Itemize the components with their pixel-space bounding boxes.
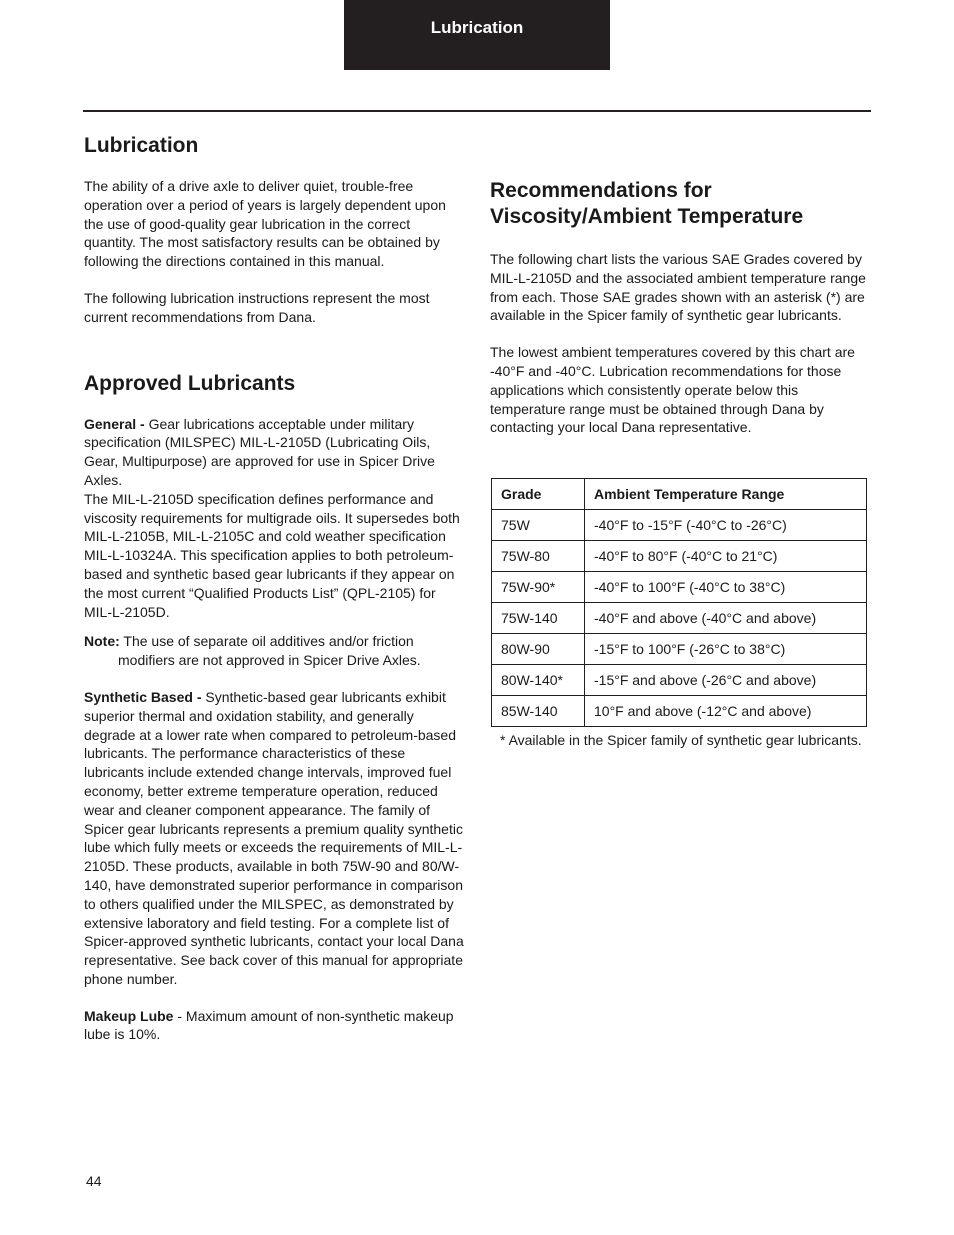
header-divider [83,110,871,112]
range-cell: -40°F to 100°F (-40°C to 38°C) [585,572,867,603]
note-paragraph [84,632,464,670]
table-row [492,541,867,572]
makeup-label: Makeup Lube [84,1007,174,1024]
page-number: 44 [86,1173,102,1189]
range-cell: -15°F to 100°F (-26°C to 38°C) [585,634,867,665]
table-row [492,603,867,634]
header-grade: Grade [492,479,585,510]
range-cell: -40°F to 80°F (-40°C to 21°C) [585,541,867,572]
synthetic-text: Synthetic-based gear lubricants exhibit superior thermal and oxidation stability, and generally degrade at a lower rate when compared to petroleum-based lubricants. The performance characteristics of these lubricants include extended change intervals, improved fuel economy, better extreme temperature operation, reduced wear and cleaner component appearance. The family of Spicer gear lubricants represents a premium quality synthetic lube which fully meets or exceeds the requirements of MIL-L-2105D. These products, available in both 75W-90 and 80/W-140, have demonstrated superior performance in comparison to others qualified under the MILSPEC, as demonstrated by extensive laboratory and field testing. For a complete list of Spicer-approved synthetic lubricants, contact your local Dana representative. See back cover of this manual for appropriate phone number. [84,688,464,987]
lubrication-paragraph-1: The ability of a drive axle to deliver quiet, trouble-free operation over a period of years is largely dependent upon the use of good-quality gear lubrication in the correct quantity. The most satisfactory results can be obtained by following the directions contained in this manual. [84,178,446,270]
makeup-text: - Maximum amount of non-synthetic makeup lube is 10%. [84,1007,454,1043]
viscosity-table [491,478,867,727]
grade-cell: 75W-90* [492,572,585,603]
recommendations-paragraph-2: The lowest ambient temperatures covered by this chart are -40°F and -40°C. Lubrication recommendations for those applications which consistently operate below this temperature range must be obtained through Dana by contacting your local Dana representative. [490,344,855,436]
section-tab-label: Lubrication [430,18,524,37]
synthetic-paragraph [84,688,464,989]
grade-cell: 75W-140 [492,603,585,634]
table-row [492,634,867,665]
heading-lubrication: Lubrication [84,134,199,157]
lubrication-paragraph-2: The following lubrication instructions represent the most current recommendations from Dana. [84,289,430,325]
general-text: Gear lubrications acceptable under military specification (MILSPEC) MIL-L-2105D (Lubricating Oils, Gear, Multipurpose) are approved for use in Spicer Drive Axles. [84,415,435,488]
grade-cell: 75W-80 [492,541,585,572]
right-column [490,178,870,750]
table-header-row [492,479,867,510]
note-label: Note: [84,633,120,650]
general-label: General - [84,415,145,432]
range-cell: -40°F and above (-40°C and above) [585,603,867,634]
table-row [492,510,867,541]
note-text: The use of separate oil additives and/or friction modifiers are not approved in Spicer Drive Axles. [118,633,421,669]
grade-cell: 80W-90 [492,634,585,665]
grade-cell: 85W-140 [492,696,585,727]
table-row [492,572,867,603]
range-cell: 10°F and above (-12°C and above) [585,696,867,727]
range-cell: -40°F to -15°F (-40°C to -26°C) [585,510,867,541]
grade-cell: 80W-140* [492,665,585,696]
table-row [492,696,867,727]
table-footnote: * Available in the Spicer family of synthetic gear lubricants. [500,732,862,749]
left-column [84,133,464,1044]
recommendations-paragraph-1: The following chart lists the various SAE Grades covered by MIL-L-2105D and the associated ambient temperature range from each. Those SAE grades shown with an asterisk (*) are available in the Spicer family of synthetic gear lubricants. [490,251,866,324]
section-tab [344,0,610,70]
general-paragraph-2: The MIL-L-2105D specification defines performance and viscosity requirements for multigrade oils. It supersedes both MIL-L-2105B, MIL-L-2105C and cold weather specification MIL-L-10324A. This specification applies to both petroleum-based and synthetic based gear lubricants if they appear on the most current “Qualified Products List” (QPL-2105) for MIL-L-2105D. [84,490,460,620]
table-row [492,665,867,696]
synthetic-label: Synthetic Based - [84,688,202,705]
heading-recommendations: Recommendations for Viscosity/Ambient Temperature [490,179,804,228]
makeup-paragraph [84,1007,464,1045]
general-paragraph [84,415,464,490]
header-temperature-range: Ambient Temperature Range [585,479,867,510]
range-cell: -15°F and above (-26°C and above) [585,665,867,696]
grade-cell: 75W [492,510,585,541]
heading-approved-lubricants: Approved Lubricants [84,371,296,395]
